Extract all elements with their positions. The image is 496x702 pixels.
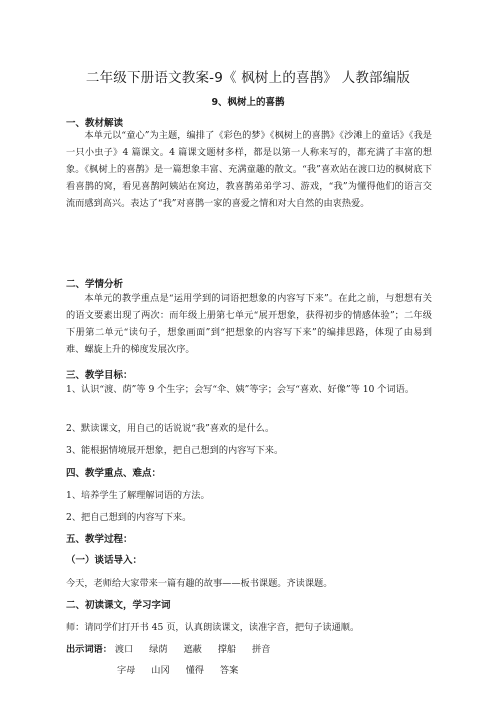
- intro-text: 今天，老师给大家带来一篇有趣的故事——板书课题。齐读课题。: [66, 578, 333, 589]
- section-heading-students: 二、学情分析: [66, 279, 124, 290]
- keypoint-item-1: 1、培养学生了解理解词语的方法。: [66, 490, 210, 501]
- vocab-row-1: [66, 641, 283, 655]
- document-title: 二年级下册语文教案-9《 枫树上的喜鹊》 人教部编版: [85, 70, 411, 86]
- subsection-heading-reading: 二、初读课文，学习字词: [66, 600, 171, 611]
- vocab-label: 出示词语：: [66, 644, 112, 655]
- vocab-word: 懂得: [185, 665, 204, 676]
- vocab-word: 拼音: [252, 644, 271, 655]
- vocab-word: 绿荫: [149, 644, 168, 655]
- section-heading-goals: 三、教学目标：: [66, 370, 133, 381]
- goal-item-2: 2、默读课文，用自己的话说说“我”喜欢的是什么。: [66, 423, 275, 434]
- vocab-word: 字母: [117, 665, 136, 676]
- section-heading-keypoints: 四、教学重点、难点：: [66, 468, 162, 479]
- vocab-word: 撑船: [217, 644, 237, 655]
- subsection-heading-intro: （一）谈话导入：: [66, 555, 143, 566]
- keypoint-item-2: 2、把自己想到的内容写下来。: [66, 512, 192, 523]
- vocab-word: 山冈: [151, 665, 170, 676]
- reading-text: 师：请同学们打开书 45 页，认真朗读课文，读准字音，把句子读通顺。: [66, 622, 360, 633]
- section-heading-textbook: 一、教材解读: [66, 118, 124, 129]
- section-paragraph-textbook: 本单元以“童心”为主题，编排了《彩色的梦》《枫树上的喜鹊》《沙滩上的童话》《我是一只小虫子》4 篇课文。4 篇课文题材多样，都是以第一人称来写的，都充满了丰富的想象。《枫树上的喜鹊》是一篇想象丰富、充满童趣的散文。“我”喜欢站在渡口边的枫树底下看喜鹊的窝，看见喜鹊阿姨站在窝边，教喜鹊弟弟学习、游戏，“我”为懂得他们的语言交流而感到高兴。表达了“我”对喜鹊一家的喜爱之情和对大自然的由衷热爱。: [66, 130, 432, 210]
- vocab-row-2: [117, 662, 251, 676]
- section-heading-process: 五、教学过程：: [66, 534, 133, 545]
- section-paragraph-students: 本单元的教学重点是“运用学到的词语把想象的内容写下来”。在此之前，与想想有关的语文要素出现了两次：而年级上册第七单元“展开想象，获得初步的情感体验”；二年级下册第二单元“读句子，想象画面”到“把想象的内容写下来”的编排思路，体现了由易到难、螺旋上升的梯度发展次序。: [66, 293, 432, 356]
- vocab-word: 遮蔽: [183, 644, 202, 655]
- vocab-word: 答案: [219, 665, 239, 676]
- goal-item-3: 3、能根据情境展开想象，把自己想到的内容写下来。: [66, 445, 284, 456]
- lesson-subtitle: 9、枫树上的喜鹊: [211, 97, 285, 108]
- goal-item-1: 1、认识“渡、荫”等 9 个生字；会写“伞、姨”等字；会写“喜欢、好像”等 10 个词语。: [66, 384, 415, 395]
- vocab-word: 渡口: [114, 644, 134, 655]
